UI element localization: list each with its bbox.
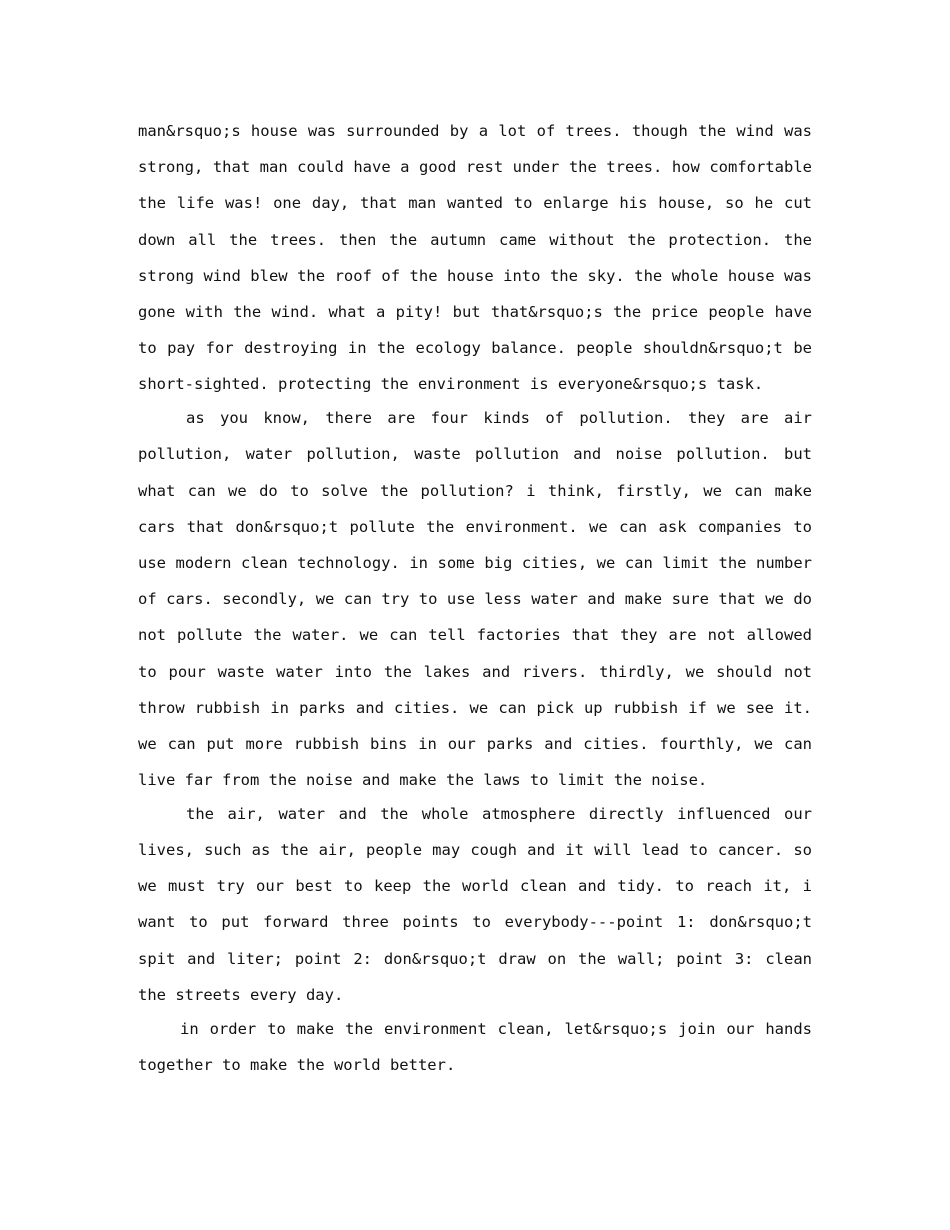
paragraph-2: as you know, there are four kinds of pollution. they are air pollution, water pollution, waste pollution and noise pollution. but what can we do to solve the pollution? i think, firstly, we can make cars that don&rsquo;t pollute the environment. we can ask companies to use modern clean technology. in some big cities, we can limit the number of cars. secondly, we can try to use less water and make sure that we do not pollute the water. we can tell factories that they are not allowed to pour waste water into the lakes and rivers. thirdly, we should not throw rubbish in parks and cities. we can pick up rubbish if we see it. we can put more rubbish bins in our parks and cities. fourthly, we can live far from the noise and make the laws to limit the noise. bbox=[138, 409, 812, 790]
document-body bbox=[138, 113, 812, 1083]
paragraph-1: man&rsquo;s house was surrounded by a lot of trees. though the wind was strong, that man could have a good rest under the trees. how comfortable the life was! one day, that man wanted to enlarge his house, so he cut down all the trees. then the autumn came without the protection. the strong wind blew the roof of the house into the sky. the whole house was gone with the wind. what a pity! but that&rsquo;s the price people have to pay for destroying in the ecology balance. people shouldn&rsquo;t be short-sighted. protecting the environment is everyone&rsquo;s task. bbox=[138, 122, 812, 394]
paragraph-3: the air, water and the whole atmosphere directly influenced our lives, such as the air, people may cough and it will lead to cancer. so we must try our best to keep the world clean and tidy. to reach it, i want to put forward three points to everybody---point 1: don&rsquo;t spit and liter; point 2: don&rsquo;t draw on the wall; point 3: clean the streets every day. bbox=[138, 804, 812, 1004]
paragraph-4: in order to make the environment clean, let&rsquo;s join our hands together to make the world better. bbox=[138, 1019, 812, 1074]
